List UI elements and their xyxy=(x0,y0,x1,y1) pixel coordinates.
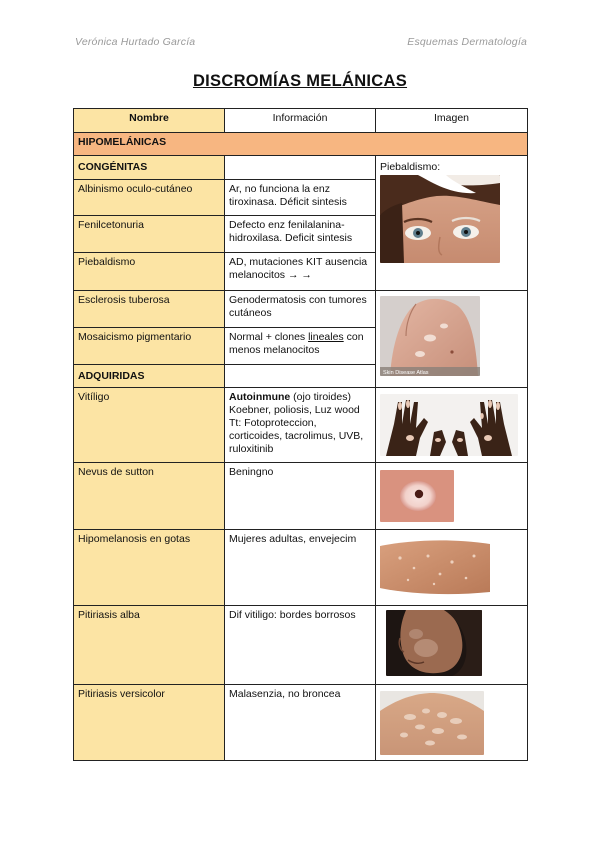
subsection-congenitas: CONGÉNITAS xyxy=(74,156,225,180)
info-vitiligo xyxy=(225,388,376,463)
name-gotas: Hipomelanosis en gotas xyxy=(74,530,225,606)
empty-cell xyxy=(225,365,376,388)
info-gotas: Mujeres adultas, envejecim xyxy=(225,530,376,606)
image-cell-gotas xyxy=(376,530,528,606)
info-versicolor: Malasenzia, no broncea xyxy=(225,685,376,761)
name-esclerosis: Esclerosis tuberosa xyxy=(74,291,225,328)
piebaldismo-image-label: Piebaldismo: xyxy=(380,161,441,173)
gotas-photo xyxy=(380,538,490,596)
table-row xyxy=(74,156,528,180)
section-row-hipomelanicas xyxy=(74,133,528,156)
vitiligo-photo xyxy=(380,394,518,456)
info-vitiligo-bold: Autoinmune xyxy=(229,391,291,403)
alba-photo xyxy=(386,610,482,676)
table-row xyxy=(74,606,528,685)
table-row xyxy=(74,530,528,606)
name-sutton: Nevus de sutton xyxy=(74,463,225,530)
info-piebaldismo: AD, mutaciones KIT ausencia melanocitos → → xyxy=(225,253,376,291)
info-vitiligo-rest: (ojo tiroides) Koebner, poliosis, Luz wood Tt: Fotoproteccion, corticoides, tacrolimus, UVB, ruloxitinib xyxy=(229,391,364,455)
sutton-photo xyxy=(380,470,454,522)
table-row xyxy=(74,463,528,530)
name-albinismo: Albinismo oculo-cutáneo xyxy=(74,180,225,216)
table-header-row xyxy=(74,109,528,133)
col-header-nombre: Nombre xyxy=(74,109,225,133)
header-author: Verónica Hurtado García xyxy=(75,36,196,48)
name-fenilcetonuria: Fenilcetonuria xyxy=(74,216,225,253)
header-subject: Esquemas Dermatología xyxy=(407,36,527,48)
info-alba: Dif vitiligo: bordes borrosos xyxy=(225,606,376,685)
name-mosaicismo: Mosaicismo pigmentario xyxy=(74,328,225,365)
image-cell-piebaldismo xyxy=(376,156,528,291)
empty-cell xyxy=(225,156,376,180)
image-cell-alba xyxy=(376,606,528,685)
table-row xyxy=(74,291,528,328)
name-piebaldismo: Piebaldismo xyxy=(74,253,225,291)
esclerosis-photo xyxy=(380,296,480,376)
image-cell-sutton xyxy=(376,463,528,530)
piebaldismo-photo xyxy=(380,175,500,263)
info-esclerosis: Genodermatosis con tumores cutáneos xyxy=(225,291,376,328)
info-mosaicismo-pre: Normal + clones xyxy=(229,331,309,343)
table-row xyxy=(74,685,528,761)
discromias-table xyxy=(73,108,528,761)
col-header-informacion: Información xyxy=(225,109,376,133)
page-title: DISCROMÍAS MELÁNICAS xyxy=(192,72,408,90)
subsection-adquiridas: ADQUIRIDAS xyxy=(74,365,225,388)
image-cell-vitiligo xyxy=(376,388,528,463)
info-fenilcetonuria: Defecto enz fenilalanina-hidroxilasa. Deficit sintesis xyxy=(225,216,376,253)
col-header-imagen: Imagen xyxy=(376,109,528,133)
info-sutton: Beningno xyxy=(225,463,376,530)
info-mosaicismo-post: con menos melanocitos xyxy=(229,331,364,356)
image-cell-versicolor xyxy=(376,685,528,761)
esclerosis-image-caption: Skin Disease Atlas xyxy=(383,370,429,376)
info-mosaicismo xyxy=(225,328,376,365)
image-cell-esclerosis xyxy=(376,291,528,388)
info-mosaicismo-underlined: lineales xyxy=(308,331,344,343)
section-hipomelanicas: HIPOMELÁNICAS xyxy=(74,133,528,156)
name-versicolor: Pitiriasis versicolor xyxy=(74,685,225,761)
info-albinismo: Ar, no funciona la enz tiroxinasa. Déficit sintesis xyxy=(225,180,376,216)
versicolor-photo xyxy=(380,691,484,755)
table-row xyxy=(74,388,528,463)
name-alba: Pitiriasis alba xyxy=(74,606,225,685)
name-vitiligo: Vitíligo xyxy=(74,388,225,463)
